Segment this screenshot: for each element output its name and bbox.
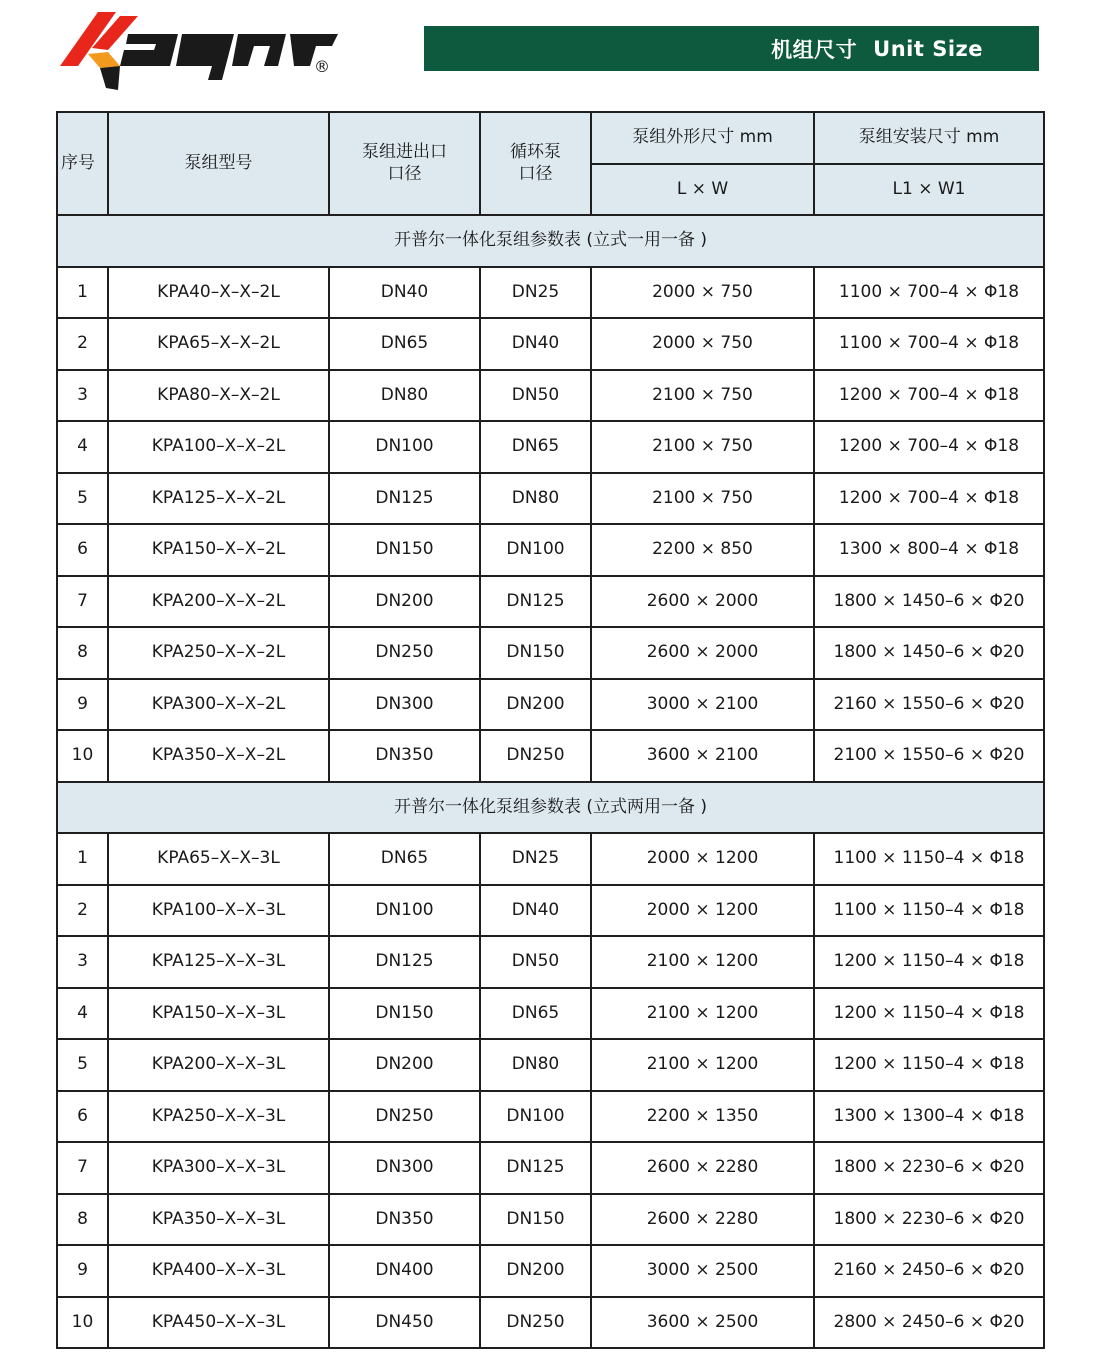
table-row	[57, 473, 1044, 525]
cell-inlet: DN400	[329, 1245, 480, 1297]
cell-outer: 2100 × 750	[591, 421, 814, 473]
cell-inlet: DN350	[329, 1194, 480, 1246]
cell-model: KPA125–X–X–2L	[108, 473, 329, 525]
unit-size-table	[56, 111, 1045, 1349]
cell-circ: DN200	[480, 679, 591, 731]
cell-inlet: DN100	[329, 421, 480, 473]
cell-circ: DN250	[480, 730, 591, 782]
col-header-circ	[480, 112, 591, 215]
cell-inlet: DN150	[329, 988, 480, 1040]
cell-circ: DN80	[480, 1039, 591, 1091]
table-row	[57, 679, 1044, 731]
cell-inlet: DN300	[329, 679, 480, 731]
cell-seq: 1	[57, 267, 108, 319]
cell-circ: DN100	[480, 1091, 591, 1143]
col-header-install-sub: L1 × W1	[814, 164, 1044, 215]
cell-model: KPA200–X–X–3L	[108, 1039, 329, 1091]
cell-model: KPA350–X–X–2L	[108, 730, 329, 782]
cell-seq: 6	[57, 524, 108, 576]
cell-seq: 6	[57, 1091, 108, 1143]
cell-inlet: DN65	[329, 833, 480, 885]
cell-outer: 3000 × 2100	[591, 679, 814, 731]
cell-circ: DN65	[480, 988, 591, 1040]
section-title: 开普尔一体化泵组参数表 (立式一用一备 )	[57, 215, 1044, 267]
cell-outer: 2600 × 2000	[591, 576, 814, 628]
cell-seq: 5	[57, 473, 108, 525]
cell-install: 2100 × 1550–6 × Φ20	[814, 730, 1044, 782]
cell-outer: 3000 × 2500	[591, 1245, 814, 1297]
cell-inlet: DN350	[329, 730, 480, 782]
cell-seq: 2	[57, 885, 108, 937]
cell-seq: 10	[57, 730, 108, 782]
cell-inlet: DN65	[329, 318, 480, 370]
cell-circ: DN150	[480, 627, 591, 679]
cell-seq: 3	[57, 370, 108, 422]
cell-model: KPA350–X–X–3L	[108, 1194, 329, 1246]
cell-outer: 2200 × 1350	[591, 1091, 814, 1143]
cell-circ: DN200	[480, 1245, 591, 1297]
section-title-row	[57, 215, 1044, 267]
col-header-inlet-line1: 泵组进出口	[362, 142, 447, 163]
cell-install: 1100 × 1150–4 × Φ18	[814, 885, 1044, 937]
cell-model: KPA400–X–X–3L	[108, 1245, 329, 1297]
cell-seq: 3	[57, 936, 108, 988]
cell-model: KPA250–X–X–3L	[108, 1091, 329, 1143]
table-row	[57, 885, 1044, 937]
cell-inlet: DN150	[329, 524, 480, 576]
cell-model: KPA40–X–X–2L	[108, 267, 329, 319]
cell-seq: 8	[57, 1194, 108, 1246]
cell-model: KPA65–X–X–2L	[108, 318, 329, 370]
cell-outer: 2000 × 1200	[591, 885, 814, 937]
cell-model: KPA300–X–X–3L	[108, 1142, 329, 1194]
cell-install: 1300 × 800–4 × Φ18	[814, 524, 1044, 576]
table-row	[57, 370, 1044, 422]
cell-install: 1300 × 1300–4 × Φ18	[814, 1091, 1044, 1143]
cell-install: 1800 × 1450–6 × Φ20	[814, 627, 1044, 679]
cell-model: KPA450–X–X–3L	[108, 1297, 329, 1349]
col-header-model: 泵组型号	[108, 112, 329, 215]
cell-seq: 5	[57, 1039, 108, 1091]
cell-inlet: DN125	[329, 473, 480, 525]
cell-install: 1100 × 700–4 × Φ18	[814, 318, 1044, 370]
cell-inlet: DN450	[329, 1297, 480, 1349]
cell-model: KPA150–X–X–2L	[108, 524, 329, 576]
table-row	[57, 267, 1044, 319]
header-title-en: Unit Size	[873, 36, 983, 61]
cell-install: 1200 × 1150–4 × Φ18	[814, 1039, 1044, 1091]
col-header-circ-line1: 循环泵	[510, 142, 561, 163]
cell-install: 2160 × 1550–6 × Φ20	[814, 679, 1044, 731]
cell-seq: 7	[57, 576, 108, 628]
cell-model: KPA200–X–X–2L	[108, 576, 329, 628]
cell-install: 1200 × 700–4 × Φ18	[814, 370, 1044, 422]
keprr-logo	[58, 8, 348, 92]
cell-outer: 2100 × 1200	[591, 1039, 814, 1091]
table-row	[57, 988, 1044, 1040]
cell-outer: 2100 × 750	[591, 473, 814, 525]
table-row	[57, 936, 1044, 988]
cell-seq: 10	[57, 1297, 108, 1349]
table-row	[57, 524, 1044, 576]
cell-seq: 1	[57, 833, 108, 885]
cell-circ: DN40	[480, 318, 591, 370]
cell-circ: DN65	[480, 421, 591, 473]
cell-install: 2800 × 2450–6 × Φ20	[814, 1297, 1044, 1349]
table-row	[57, 318, 1044, 370]
cell-install: 1100 × 700–4 × Φ18	[814, 267, 1044, 319]
cell-install: 1200 × 700–4 × Φ18	[814, 421, 1044, 473]
cell-inlet: DN250	[329, 627, 480, 679]
cell-outer: 2600 × 2280	[591, 1194, 814, 1246]
cell-circ: DN50	[480, 936, 591, 988]
cell-install: 1200 × 700–4 × Φ18	[814, 473, 1044, 525]
cell-model: KPA300–X–X–2L	[108, 679, 329, 731]
cell-seq: 4	[57, 421, 108, 473]
cell-circ: DN40	[480, 885, 591, 937]
section-title-row	[57, 782, 1044, 834]
table-row	[57, 1091, 1044, 1143]
cell-model: KPA65–X–X–3L	[108, 833, 329, 885]
cell-model: KPA125–X–X–3L	[108, 936, 329, 988]
cell-outer: 3600 × 2500	[591, 1297, 814, 1349]
table-row	[57, 421, 1044, 473]
cell-inlet: DN125	[329, 936, 480, 988]
cell-inlet: DN40	[329, 267, 480, 319]
cell-install: 2160 × 2450–6 × Φ20	[814, 1245, 1044, 1297]
table-row	[57, 833, 1044, 885]
cell-circ: DN25	[480, 267, 591, 319]
header-row-top	[57, 112, 1044, 164]
cell-seq: 9	[57, 1245, 108, 1297]
cell-outer: 2600 × 2000	[591, 627, 814, 679]
col-header-inlet-line2: 口径	[387, 163, 422, 184]
cell-model: KPA150–X–X–3L	[108, 988, 329, 1040]
col-header-outer-sub: L × W	[591, 164, 814, 215]
cell-install: 1200 × 1150–4 × Φ18	[814, 988, 1044, 1040]
cell-model: KPA250–X–X–2L	[108, 627, 329, 679]
cell-circ: DN80	[480, 473, 591, 525]
table-row	[57, 1245, 1044, 1297]
cell-outer: 2600 × 2280	[591, 1142, 814, 1194]
col-header-circ-line2: 口径	[518, 163, 553, 184]
cell-inlet: DN200	[329, 1039, 480, 1091]
cell-install: 1100 × 1150–4 × Φ18	[814, 833, 1044, 885]
registered-mark: ®	[314, 57, 330, 76]
cell-outer: 2000 × 1200	[591, 833, 814, 885]
col-header-seq: 序号	[57, 112, 108, 215]
cell-model: KPA100–X–X–2L	[108, 421, 329, 473]
cell-circ: DN125	[480, 1142, 591, 1194]
cell-outer: 2200 × 850	[591, 524, 814, 576]
cell-seq: 7	[57, 1142, 108, 1194]
table-row	[57, 1194, 1044, 1246]
col-header-install: 泵组安装尺寸 mm	[814, 112, 1044, 164]
table-row	[57, 1039, 1044, 1091]
cell-outer: 2100 × 750	[591, 370, 814, 422]
table-row	[57, 730, 1044, 782]
cell-seq: 2	[57, 318, 108, 370]
cell-inlet: DN250	[329, 1091, 480, 1143]
cell-outer: 2100 × 1200	[591, 936, 814, 988]
cell-install: 1800 × 2230–6 × Φ20	[814, 1194, 1044, 1246]
cell-model: KPA100–X–X–3L	[108, 885, 329, 937]
cell-inlet: DN100	[329, 885, 480, 937]
header-title-cn: 机组尺寸	[771, 37, 858, 62]
cell-model: KPA80–X–X–2L	[108, 370, 329, 422]
cell-inlet: DN200	[329, 576, 480, 628]
cell-outer: 2100 × 1200	[591, 988, 814, 1040]
cell-seq: 4	[57, 988, 108, 1040]
cell-outer: 3600 × 2100	[591, 730, 814, 782]
cell-circ: DN150	[480, 1194, 591, 1246]
cell-inlet: DN300	[329, 1142, 480, 1194]
cell-circ: DN250	[480, 1297, 591, 1349]
cell-outer: 2000 × 750	[591, 267, 814, 319]
cell-circ: DN25	[480, 833, 591, 885]
cell-install: 1200 × 1150–4 × Φ18	[814, 936, 1044, 988]
header-bar	[424, 26, 1039, 71]
cell-circ: DN50	[480, 370, 591, 422]
cell-install: 1800 × 1450–6 × Φ20	[814, 576, 1044, 628]
logo-letters	[120, 34, 338, 80]
cell-outer: 2000 × 750	[591, 318, 814, 370]
cell-circ: DN125	[480, 576, 591, 628]
table-row	[57, 576, 1044, 628]
col-header-inlet	[329, 112, 480, 215]
cell-circ: DN100	[480, 524, 591, 576]
cell-inlet: DN80	[329, 370, 480, 422]
cell-install: 1800 × 2230–6 × Φ20	[814, 1142, 1044, 1194]
cell-seq: 8	[57, 627, 108, 679]
cell-seq: 9	[57, 679, 108, 731]
table-row	[57, 627, 1044, 679]
table-row	[57, 1297, 1044, 1349]
table-row	[57, 1142, 1044, 1194]
col-header-outer: 泵组外形尺寸 mm	[591, 112, 814, 164]
section-title: 开普尔一体化泵组参数表 (立式两用一备 )	[57, 782, 1044, 834]
